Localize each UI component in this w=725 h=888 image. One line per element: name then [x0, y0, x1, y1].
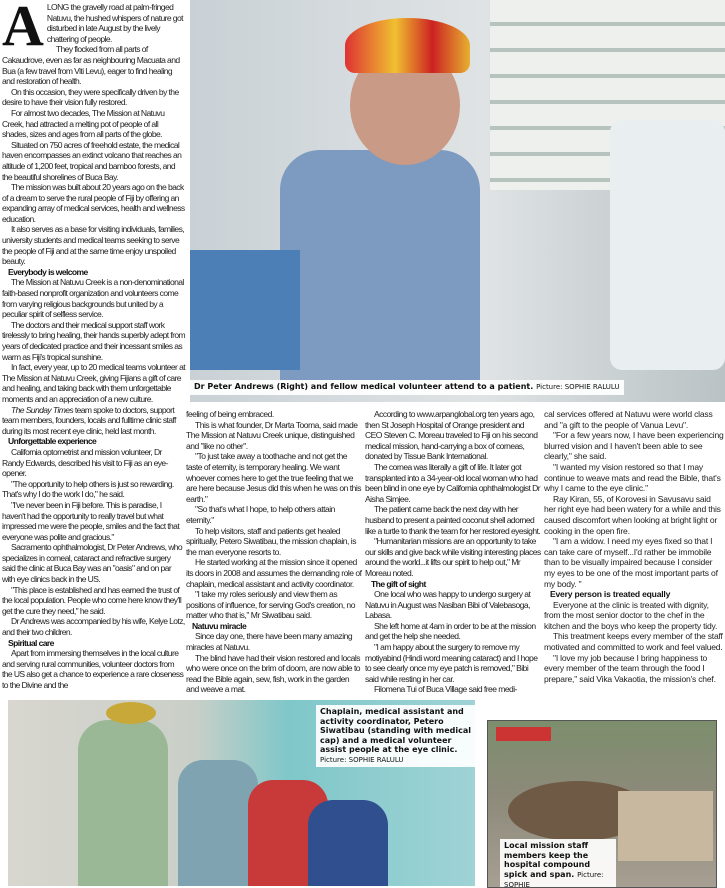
article-column-2	[186, 409, 362, 695]
publication-name: The Sunday Times	[11, 404, 74, 415]
paragraph: To help visitors, staff and patients get healed spiritually, Petero Siwatibau, the mission chaplain, is the man everyone resorts to.	[186, 525, 356, 557]
paragraph: "For a few years now, I have been experiencing blurred vision and I haven't been able to see clearly," she said.	[544, 430, 724, 462]
paragraph: "The opportunity to help others is just so rewarding. That's why I do the work I do," he said.	[2, 478, 174, 500]
volunteer-shape	[178, 760, 258, 886]
paragraph: "I am a widow. I need my eyes fixed so that I can take care of myself...I'd rather be immobile than to be visually impaired because I consider my eyes to be one of the most important parts of my body. "	[544, 536, 718, 589]
paragraph-text: team spoke to doctors, support team members, founders, locals and fulltime clinic staff during its most recent eye clinic, held last month.	[2, 404, 176, 436]
drape-shape	[190, 250, 300, 370]
trailer-shape	[618, 791, 713, 861]
paragraph: In fact, every year, up to 20 medical teams volunteer at The Mission at Natuvu Creek, giving Fijians a gift of care and healing, and taking back with them unforgettable moments and an appreciation of a new culture.	[2, 362, 186, 404]
photo-credit: Picture: SOPHIE RALULU	[320, 755, 404, 764]
paragraph: Filomena Tui of Buca Village said free medi-	[374, 684, 517, 695]
paragraph: It also serves as a base for visiting individuals, families, university students and medical teams seeking to serve the people of Fiji and at the same time enjoy unspoiled beauty.	[2, 224, 185, 267]
paragraph: One local who was happy to undergo surgery at Natuvu in August was Nasiban Bibi of Valebasoga, Labasa.	[365, 589, 531, 621]
medical-cap-shape	[106, 702, 156, 724]
paragraph: According to www.arpanglobal.org ten years ago, then St Joseph Hospital of Orange president and CEO Steven C. Moreau traveled to Fiji on his second medical mission, hand-carrying a box of corneas, donated by Tissue Bank International.	[365, 409, 538, 462]
scrubs-shape	[280, 150, 480, 380]
photo-credit: Picture: SOPHIE	[504, 870, 604, 888]
truck-shape	[496, 727, 551, 741]
photo-compound-staff	[487, 720, 717, 888]
caption-text: Chaplain, medical assistant and activity coordinator, Petero Siwatibau (standing with medical cap) and a medical volunteer assist people at the eye clinic.	[320, 707, 472, 754]
article-column-1	[2, 2, 185, 691]
paragraph: cal services offered at Natuvu were world class and "a gift to the people of Vanua Levu".	[544, 409, 713, 430]
subheading: Unforgettable experience	[8, 436, 97, 447]
paragraph: Ray Kiran, 55, of Korovesi in Savusavu said her right eye had been watery for a while and this caused discomfort when looking at bright light or cooking in the open fire.	[544, 493, 721, 536]
paragraph: Since day one, there have been many amazing miracles at Natuvu.	[186, 631, 353, 653]
patient-shape	[308, 800, 388, 886]
paragraph	[2, 405, 185, 437]
paragraph: Apart from immersing themselves in the local culture and serving rural communities, volunteer doctors from the US also get a chance to experience a rare closeness to the Divine and the	[2, 648, 184, 690]
paragraph: "This place is established and has earned the trust of the local population. People who come here know they'll get the cure they need," he said.	[2, 584, 182, 616]
paragraph: The mission was built about 20 years ago on the back of a dream to serve the rural people of Fiji by offering an expanding array of medical services, health and wellness education.	[2, 182, 185, 224]
photo-caption	[500, 839, 616, 888]
caption-text: Dr Peter Andrews (Right) and fellow medical volunteer attend to a patient.	[194, 382, 534, 391]
paragraph: "I take my roles seriously and view them as positions of influence, for serving God's creation, no matter who that is," Mr Siwatibau said.	[186, 589, 355, 621]
paragraph: The patient came back the next day with her husband to present a painted coconut shell adorned like a turtle to thank the team for her restored eyesight.	[365, 504, 541, 536]
paragraph: California optometrist and mission volunteer, Dr Randy Edwards, described his visit to Fiji as an eye-opener.	[2, 446, 168, 479]
paragraph: LONG the gravelly road at palm-fringed Natuvu, the hushed whispers of nature got disturbed in late August by the lively chattering of people.	[46, 2, 183, 44]
paragraph: They flocked from all parts of Cakaudrove, even as far as neighbouring Macuata and Bua (a few travel from Viti Levu), eager to find healing and restoration of health.	[2, 44, 180, 87]
paragraph: On this occasion, they were specifically driven by the desire to have their vision fully restored.	[2, 86, 179, 108]
paragraph: This is what founder, Dr Marta Tooma, said made The Mission at Natuvu Creek unique, distinguished and "like no other".	[186, 419, 358, 451]
paragraph: Sacramento ophthalmologist, Dr Peter Andrews, who specializes in corneal, cataract and refractive surgery said the clinic at Buca Bay was an "oasis" and on par with eye clinics back in the US.	[2, 542, 183, 585]
paragraph: The cornea was literally a gift of life. It later got transplanted into a 34-year-old local woman who had been blind in one eye by California ophthalmologist Dr Aisha Simjee.	[365, 461, 541, 504]
subheading: Spiritual care	[8, 637, 54, 648]
surgical-cap-shape	[345, 18, 470, 73]
paragraph: feeling of being embraced.	[186, 409, 274, 419]
drop-cap: A	[2, 0, 44, 58]
paragraph: "Humanitarian missions are an opportunity to take our skills and give back while visiting interesting places around the world...it lifts our spirit to help out," Mr Moreau noted.	[365, 536, 541, 578]
paragraph: "I am happy about the surgery to remove my motiyabind (Hindi word meaning cataract) and I hope to see clearly once my eye patch is removed," Bibi said while resting in her car.	[365, 642, 538, 684]
photo-credit: Picture: SOPHIE RALULU	[536, 383, 620, 391]
photo-surgeon	[190, 0, 725, 402]
paragraph: This treatment keeps every member of the staff motivated and committed to work and feel valued.	[544, 631, 723, 653]
equipment-shape	[610, 120, 725, 370]
paragraph: "To just take away a toothache and not get the taste of eternity, is temporary healing. We want whoever comes here to get the true feeling that we are here because Jesus did this when he was on this earth."	[186, 451, 361, 504]
subheading: Every person is treated equally	[550, 589, 671, 600]
paragraph: Everyone at the clinic is treated with dignity, from the most senior doctor to the chef in the kitchen and the boys who keep the property tidy.	[544, 599, 718, 631]
paragraph: "I've never been in Fiji before. This is paradise, I haven't had the opportunity to really travel but what impressed me were the people, smiles and the fact that everyone was polite and gracious."	[2, 499, 180, 542]
photo-caption	[190, 380, 624, 395]
paragraph: "I love my job because I bring happiness to every member of the team through the food I prepare," said Vika Vakaotia, the mission's chef.	[544, 652, 716, 684]
paragraph: Dr Andrews was accompanied by his wife, Kelye Lotz, and their two children.	[2, 616, 185, 638]
chaplain-shape	[78, 720, 168, 886]
photo-eye-clinic	[8, 700, 475, 886]
article-column-4	[544, 409, 724, 684]
paragraph: He started working at the mission since it opened its doors in 2008 and assumes the demanding role of chaplain, medical assistant and activity coordinator.	[186, 557, 362, 589]
paragraph: "So that's what I hope, to help others attain eternity."	[186, 504, 335, 525]
paragraph: The doctors and their medical support staff work tirelessly to bring healing, their hands superbly adept from years of dedicated practice and their incessant smiles as warm as Fiji's tropical sunshine.	[2, 319, 186, 362]
subheading: Natuvu miracle	[192, 620, 247, 631]
caption-text: Local mission staff members keep the hospital compound spick and span.	[504, 841, 591, 879]
subheading: Everybody is welcome	[8, 266, 88, 277]
article-column-3	[365, 409, 541, 695]
photo-caption	[316, 705, 475, 767]
paragraph: The Mission at Natuvu Creek is a non-denominational faith-based nonprofit organization and volunteers come from varying religious backgrounds but united by a peculiar spirit of selfless service.	[2, 277, 184, 320]
paragraph: "I wanted my vision restored so that I may continue to weave mats and read the Bible, that's why I came to the eye clinic."	[544, 461, 721, 494]
paragraph: Situated on 750 acres of freehold estate, the medical haven encompasses an extinct volcano that reaches an altitude of 1,200 feet, tropical and bamboo forests, and the beautiful shorelines of Buca Bay.	[2, 139, 182, 182]
subheading: The gift of sight	[371, 578, 426, 589]
paragraph: For almost two decades, The Mission at Natuvu Creek, had attracted a melting pot of people of all shades, sizes and ages from all parts of the globe.	[2, 107, 165, 140]
paragraph: She left home at 4am in order to be at the mission and get the help she needed.	[365, 620, 536, 642]
paragraph: The blind have had their vision restored and locals who were once on the brim of doom, are now able to read the Bible again, sew, fish, work in the garden and weave a mat.	[186, 652, 361, 695]
